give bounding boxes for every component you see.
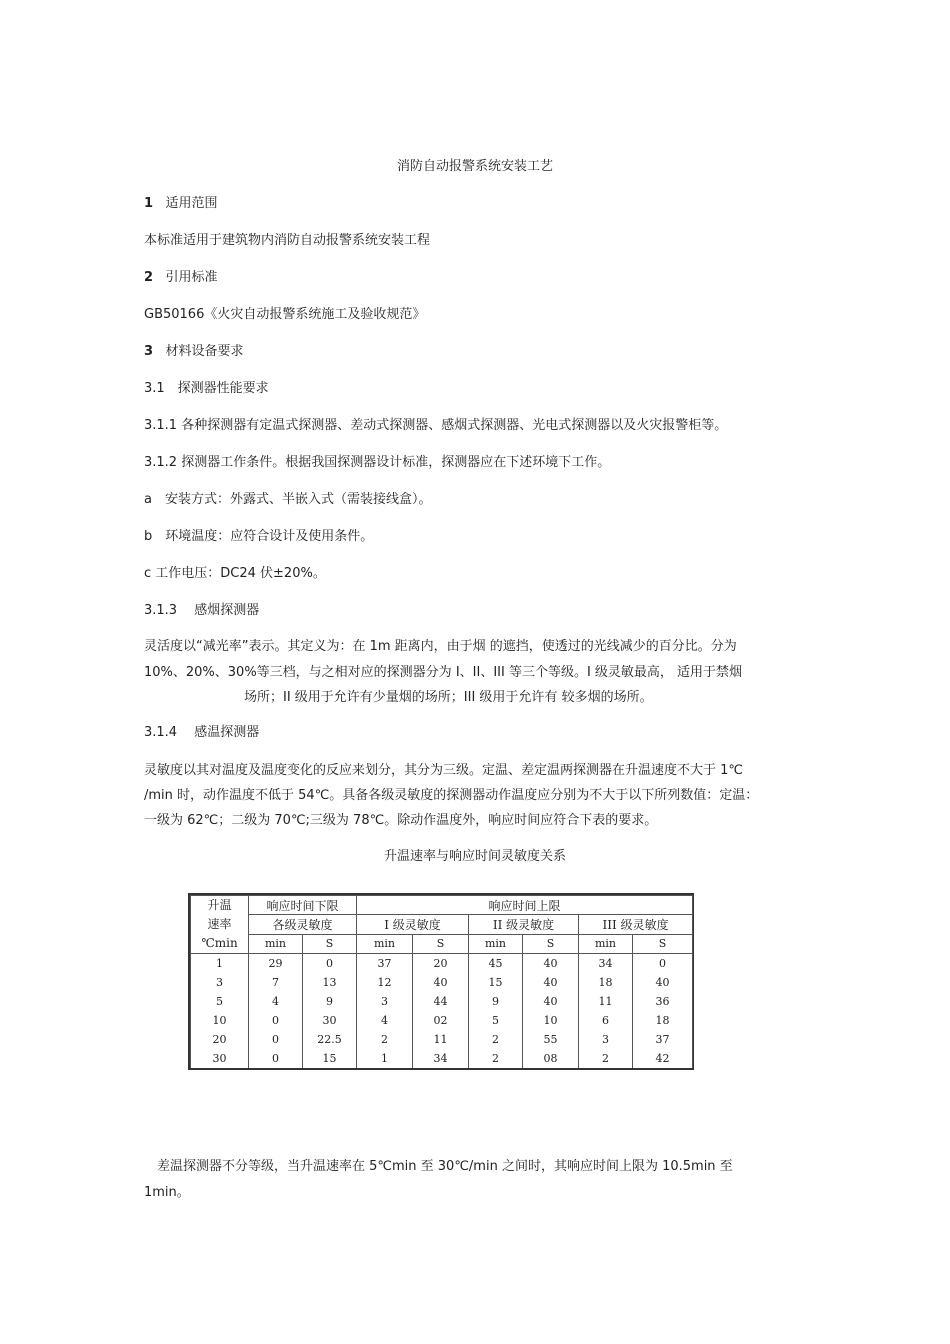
section-1-label: 适用范围 (165, 196, 218, 211)
table-cell: 40 (413, 973, 469, 992)
unit-s-header: S (523, 934, 579, 953)
heat-paragraph-line-2: /min 时，动作温度不低于 54℃。具备各级灵敏度的探测器动作温度应分别为不大于以下所列数值：定温： (144, 788, 759, 803)
table-cell: 40 (523, 973, 579, 992)
table-cell: 0 (633, 954, 693, 974)
heat-paragraph-line-3: 一级为 62℃；二级为 70℃;三级为 78℃。除动作温度外，响应时间应符合下表的要求。 (144, 813, 658, 828)
table-cell: 22.5 (303, 1030, 357, 1049)
smoke-paragraph-line-2: 10%、20%、30%等三档，与之相对应的探测器分为 I、II、III 等三个等级。I 级灵敏最高， 适用于禁烟 (144, 665, 743, 680)
section-3-1-4-heading: 3.1.4 感温探测器 (144, 725, 260, 740)
table-row (191, 992, 693, 1011)
upper-limit-header: 响应时间上限 (357, 896, 693, 915)
table-row (191, 954, 693, 974)
item-c: c 工作电压：DC24 伏±20%。 (144, 566, 326, 581)
table-cell: 02 (413, 1011, 469, 1030)
unit-s-header: S (413, 934, 469, 953)
table-cell: 18 (633, 1011, 693, 1030)
table-cell: 42 (633, 1049, 693, 1068)
table-cell: 18 (579, 973, 633, 992)
grade-all-header: 各级灵敏度 (249, 915, 357, 934)
table-cell: 20 (191, 1030, 249, 1049)
item-a: a 安装方式：外露式、半嵌入式（需装接线盒）。 (144, 492, 432, 507)
table-cell: 2 (357, 1030, 413, 1049)
table-cell: 45 (469, 954, 523, 974)
table-cell: 2 (579, 1049, 633, 1068)
grade-2-header: II 级灵敏度 (469, 915, 579, 934)
table-cell: 30 (191, 1049, 249, 1068)
section-3-1-2-text: 3.1.2 探测器工作条件。根据我国探测器设计标准，探测器应在下述环境下工作。 (144, 455, 611, 470)
unit-min-header: min (579, 934, 633, 953)
table-cell: 1 (191, 954, 249, 974)
section-2-label: 引用标准 (165, 270, 218, 285)
rate-header-line-3: ℃min (201, 936, 238, 950)
grade-1-header: I 级灵敏度 (357, 915, 469, 934)
table-cell: 12 (357, 973, 413, 992)
table-cell: 3 (357, 992, 413, 1011)
unit-min-header: min (357, 934, 413, 953)
table-cell: 44 (413, 992, 469, 1011)
table-cell: 55 (523, 1030, 579, 1049)
table-row (191, 1030, 693, 1049)
unit-s-header: S (633, 934, 693, 953)
table-cell: 6 (579, 1011, 633, 1030)
smoke-paragraph-line-1: 灵活度以“减光率”表示。其定义为：在 1m 距离内，由于烟 的遮挡，使透过的光线减少的百分比。分为 (144, 639, 737, 654)
table-cell: 9 (303, 992, 357, 1011)
table-cell: 3 (191, 973, 249, 992)
section-3-label: 材料设备要求 (165, 344, 244, 359)
table-cell: 40 (633, 973, 693, 992)
table-cell: 13 (303, 973, 357, 992)
diff-paragraph-line-1: 差温探测器不分等级，当升温速率在 5℃min 至 30℃/min 之间时，其响应时间上限为 10.5min 至 (144, 1159, 733, 1174)
section-1-number: 1 (144, 196, 154, 211)
table-cell: 3 (579, 1030, 633, 1049)
table-cell: 36 (633, 992, 693, 1011)
table-cell: 1 (357, 1049, 413, 1068)
table-cell: 2 (469, 1049, 523, 1068)
table-cell: 15 (303, 1049, 357, 1068)
unit-min-header: min (249, 934, 303, 953)
table-cell: 30 (303, 1011, 357, 1030)
table-cell: 4 (357, 1011, 413, 1030)
table-cell: 11 (413, 1030, 469, 1049)
table-cell: 37 (357, 954, 413, 974)
rate-header-cell (191, 896, 249, 954)
rate-header-line-1: 升温 (207, 898, 232, 912)
table-cell: 5 (191, 992, 249, 1011)
table-cell: 4 (249, 992, 303, 1011)
table-cell: 0 (249, 1030, 303, 1049)
table-cell: 15 (469, 973, 523, 992)
table-cell: 40 (523, 954, 579, 974)
smoke-paragraph-line-3: 场所；II 级用于允许有少量烟的场所；III 级用于允许有 较多烟的场所。 (244, 690, 653, 705)
table-cell: 29 (249, 954, 303, 974)
table-cell: 0 (303, 954, 357, 974)
section-3-1-1-text: 3.1.1 各种探测器有定温式探测器、差动式探测器、感烟式探测器、光电式探测器以及火灾报警柜等。 (144, 418, 728, 433)
table-cell: 34 (579, 954, 633, 974)
section-2-text: GB50166《火灾自动报警系统施工及验收规范》 (144, 307, 426, 322)
response-time-table (188, 893, 694, 1070)
table-cell: 34 (413, 1049, 469, 1068)
section-3-1-3-heading: 3.1.3 感烟探测器 (144, 603, 260, 618)
document-title: 消防自动报警系统安装工艺 (396, 159, 553, 174)
table-cell: 11 (579, 992, 633, 1011)
table-cell: 10 (191, 1011, 249, 1030)
item-b: b 环境温度：应符合设计及使用条件。 (144, 529, 374, 544)
heat-paragraph-line-1: 灵敏度以其对温度及温度变化的反应来划分，其分为三级。定温、差定温两探测器在升温速度不大于 1℃ (144, 763, 744, 778)
table-cell: 20 (413, 954, 469, 974)
rate-header-line-2: 速率 (207, 917, 232, 931)
section-3-heading (144, 343, 243, 361)
table-cell: 9 (469, 992, 523, 1011)
table-cell: 0 (249, 1049, 303, 1068)
table-row (191, 973, 693, 992)
table-cell: 5 (469, 1011, 523, 1030)
table-cell: 40 (523, 992, 579, 1011)
unit-s-header: S (303, 934, 357, 953)
table-row (191, 1049, 693, 1068)
table-title: 升温速率与响应时间灵敏度关系 (383, 849, 566, 864)
table-cell: 08 (523, 1049, 579, 1068)
lower-limit-header: 响应时间下限 (249, 896, 357, 915)
table-row (191, 1011, 693, 1030)
grade-3-header: III 级灵敏度 (579, 915, 693, 934)
table-cell: 7 (249, 973, 303, 992)
section-3-1-heading: 3.1 探测器性能要求 (144, 381, 269, 396)
unit-min-header: min (469, 934, 523, 953)
table-cell: 2 (469, 1030, 523, 1049)
section-3-number: 3 (144, 344, 154, 359)
section-1-heading (144, 195, 217, 213)
section-2-number: 2 (144, 270, 154, 285)
table-cell: 0 (249, 1011, 303, 1030)
table-cell: 37 (633, 1030, 693, 1049)
diff-paragraph-line-2: 1min。 (144, 1185, 190, 1200)
section-2-heading (144, 269, 217, 287)
section-1-text: 本标准适用于建筑物内消防自动报警系统安装工程 (144, 233, 431, 248)
table-cell: 10 (523, 1011, 579, 1030)
